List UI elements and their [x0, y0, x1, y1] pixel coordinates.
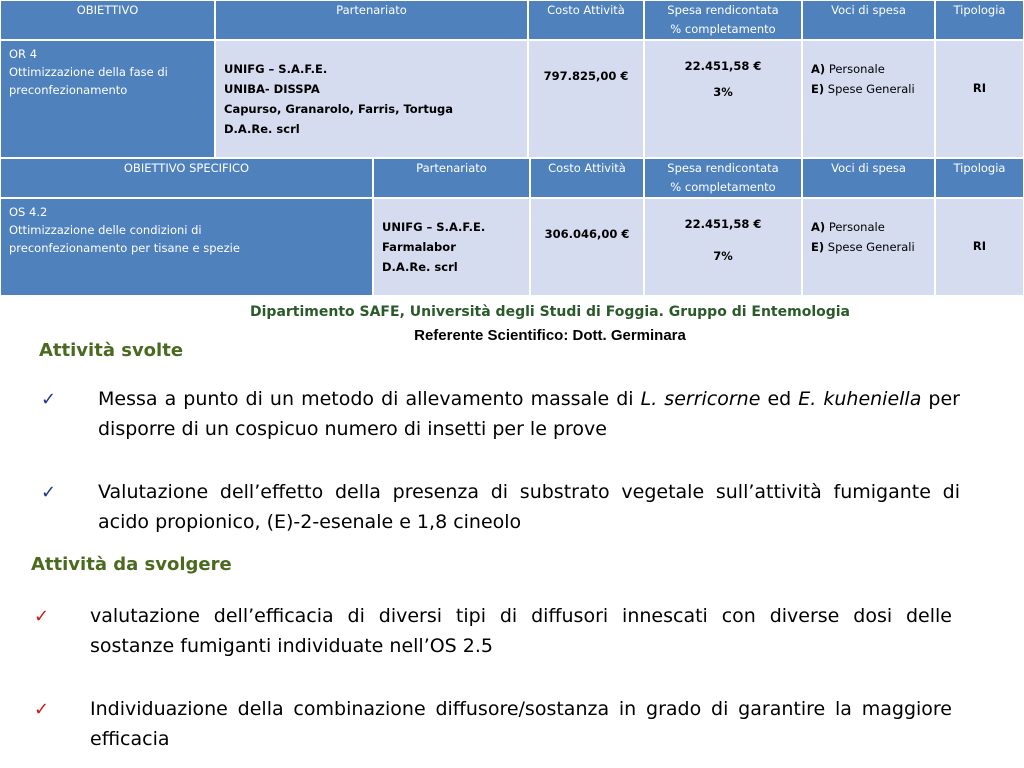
header-tipologia: Tipologia [935, 0, 1024, 40]
done-item-1: Messa a punto di un metodo di allevamento massale di L. serricorne ed E. kuheniella per disporre di un cospicuo numero di insetti per le prove [98, 388, 960, 440]
specific-title-1: Ottimizzazione delle condizioni di [9, 223, 202, 237]
check-icon: ✓ [41, 482, 57, 503]
header-partenariato: Partenariato [373, 158, 530, 198]
voce-a: Personale [828, 220, 885, 234]
partners-cell [373, 198, 530, 296]
spent-value: 22.451,58 € [684, 59, 762, 73]
completion-value: 7% [713, 249, 733, 263]
header-costo: Costo Attività [528, 0, 644, 40]
header-spesa: Spesa rendicontata % completamento [644, 0, 802, 40]
header-costo: Costo Attività [530, 158, 644, 198]
todo-heading: Attività da svolgere [31, 554, 232, 575]
header-obiettivo-specifico: OBIETTIVO SPECIFICO [0, 158, 373, 198]
type-value: RI [972, 239, 987, 253]
objective-title-1: Ottimizzazione della fase di [9, 65, 168, 79]
partner-item: D.A.Re. scrl [382, 260, 458, 274]
completion-value: 3% [713, 85, 733, 99]
species-name: L. serricorne [640, 388, 761, 410]
partner-item: UNIFG – S.A.F.E. [382, 220, 486, 234]
specific-title-2: preconfezionamento per tisane e spezie [9, 241, 240, 255]
partner-item: UNIBA- DISSPA [224, 82, 320, 96]
partners-cell [215, 40, 528, 158]
type-cell [935, 198, 1024, 296]
spent-cell [644, 198, 802, 296]
todo-item-2: Individuazione della combinazione diffusore/sostanza in grado di garantire la maggiore efficacia [90, 698, 952, 750]
cost-value: 306.046,00 € [544, 227, 630, 241]
header-obiettivo: OBIETTIVO [0, 0, 215, 40]
check-icon: ✓ [41, 389, 57, 410]
check-icon: ✓ [34, 606, 50, 627]
partner-item: D.A.Re. scrl [224, 122, 300, 136]
cost-value: 797.825,00 € [543, 69, 629, 83]
header-voci: Voci di spesa [802, 158, 935, 198]
voci-cell: A) Personale E) Spese Generali [802, 198, 935, 296]
type-value: RI [972, 81, 987, 95]
objective-code: OR 4 [9, 47, 38, 61]
scientific-referent: Referente Scientifico: Dott. Germinara [414, 327, 686, 344]
partner-item: Farmalabor [382, 240, 456, 254]
voce-e: Spese Generali [827, 240, 915, 254]
species-name: E. kuheniella [798, 388, 922, 410]
header-voci: Voci di spesa [802, 0, 935, 40]
cost-cell [530, 198, 644, 296]
header-tipologia: Tipologia [935, 158, 1024, 198]
objective-cell [0, 40, 215, 158]
done-item-2: Valutazione dell’effetto della presenza di substrato vegetale sull’attività fumigante di acido propionico, (E)-2-esenale e 1,8 cineolo [98, 481, 960, 533]
spent-cell [644, 40, 802, 158]
voce-a: Personale [828, 62, 885, 76]
done-heading: Attività svolte [39, 340, 184, 361]
type-cell [935, 40, 1024, 158]
todo-item-1: valutazione dell’efficacia di diversi tipi di diffusori innescati con diverse dosi delle sostanze fumiganti individuate nell’OS 2.5 [90, 605, 952, 657]
check-icon: ✓ [34, 699, 50, 720]
objective-table [0, 0, 1024, 158]
cost-cell [528, 40, 644, 158]
partner-item: Capurso, Granarolo, Farris, Tortuga [224, 102, 454, 116]
header-partenariato: Partenariato [215, 0, 528, 40]
spent-value: 22.451,58 € [684, 217, 762, 231]
header-spesa: Spesa rendicontata % completamento [644, 158, 802, 198]
voci-cell: A) Personale E) Spese Generali [802, 40, 935, 158]
specific-objective-table [0, 158, 1024, 296]
partner-item: UNIFG – S.A.F.E. [224, 62, 328, 76]
specific-code: OS 4.2 [9, 205, 48, 219]
department-title: Dipartimento SAFE, Università degli Studi di Foggia. Gruppo di Entemologia [250, 304, 850, 320]
objective-title-2: preconfezionamento [9, 83, 128, 97]
specific-objective-cell [0, 198, 373, 296]
voce-e: Spese Generali [827, 82, 915, 96]
